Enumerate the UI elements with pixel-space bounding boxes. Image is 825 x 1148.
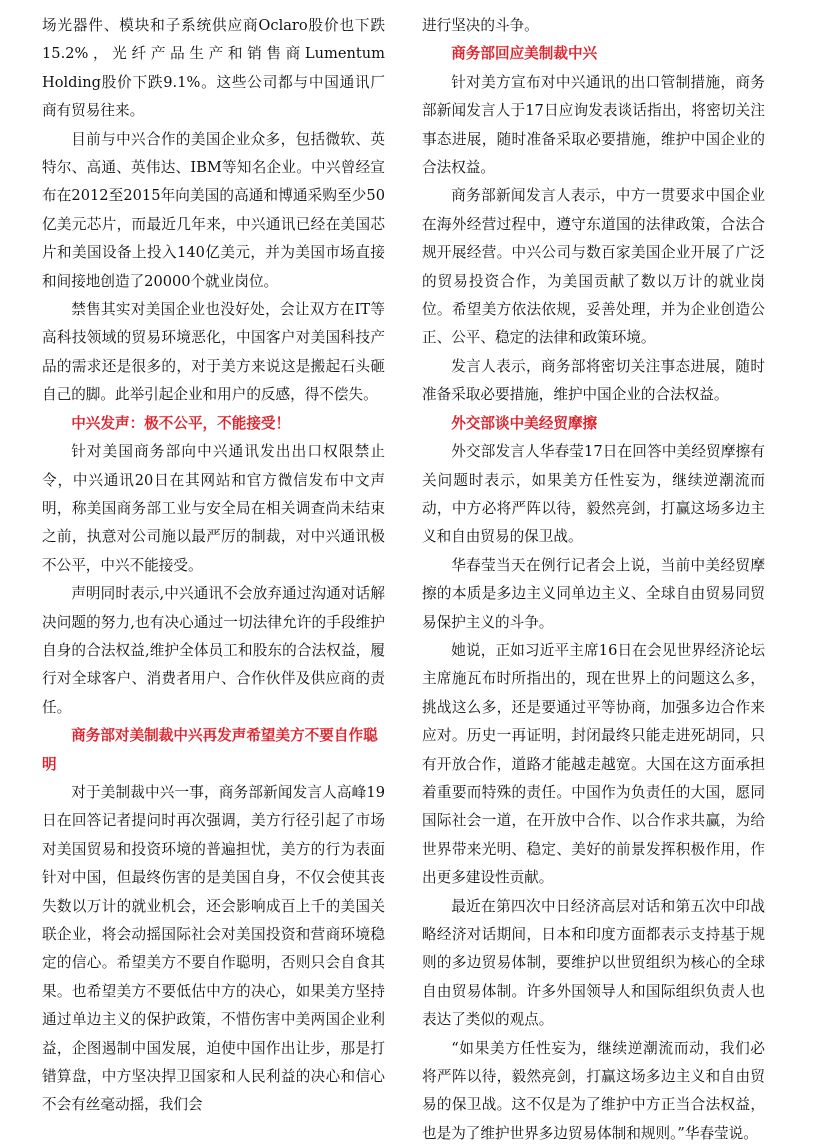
paragraph: 发言人表示，商务部将密切关注事态进展，随时准备采取必要措施，维护中国企业的合法权益。	[422, 357, 765, 404]
paragraph: 对于美制裁中兴一事，商务部新闻发言人高峰19日在回答记者提问时再次强调，美方行径引起了市场对美国贸易和投资环境的普遍担忧，美方的行为表面针对中国，但最终伤害的是美国自身，不仅会使其丧失数以万计的就业机会，还会影响成百上千的美国关联企业，将会动摇国际社会对美国投资和营商环境稳定的信心。希望美方不要自作聪明，否则只会自食其果。也希望美方不要低估中方的决心，如果美方坚持通过单边主义的保护政策，不惜伤害中美两国企业利益，企图遏制中国发展，迫使中国作出让步，那是打错算盘，中方坚决捍卫国家和人民利益的决心和信心不会有丝毫动摇，我们会	[42, 783, 385, 1114]
paragraph: 最近在第四次中日经济高层对话和第五次中印战略经济对话期间，日本和印度方面都表示支持基于规则的多边贸易体制，要维护以世贸组织为核心的全球自由贸易体制。许多外国领导人和国际组织负责人也表达了类似的观点。	[422, 897, 765, 1029]
paragraph: “如果美方任性妄为，继续逆潮流而动，我们必将严阵以待，毅然亮剑，打赢这场多边主义和自由贸易的保卫战。这不仅是为了维护中方正当合法权益，也是为了维护世界多边贸易体制和规则。”华春莹说。	[422, 1039, 765, 1142]
paragraph: 针对美方宣布对中兴通讯的出口管制措施，商务部新闻发言人于17日应询发表谈话指出，将密切关注事态进展，随时准备采取必要措施，维护中国企业的合法权益。	[422, 73, 765, 177]
section-heading: 商务部回应美制裁中兴	[451, 45, 598, 63]
paragraph: 场光器件、模块和子系统供应商Oclaro股价也下跌15.2%，光纤产品生产和销售商Lumentum Holding股价下跌9.1%。这些公司都与中国通讯厂商有贸易往来。	[42, 17, 385, 120]
paragraph: 商务部新闻发言人表示，中方一贯要求中国企业在海外经营过程中，遵守东道国的法律政策，合法合规开展经营。中兴公司与数百家美国企业开展了广泛的贸易投资合作，为美国贡献了数以万计的就业岗位。希望美方依法依规，妥善处理，并为企业创造公正、公平、稳定的法律和政策环境。	[422, 187, 765, 347]
section-heading: 外交部谈中美经贸摩擦	[451, 414, 598, 432]
paragraph: 进行坚决的斗争。	[422, 17, 539, 34]
right-column	[422, 12, 765, 1148]
section-heading: 商务部对美制裁中兴再发声希望美方不要自作聪明	[42, 727, 378, 773]
paragraph: 禁售其实对美国企业也没好处，会让双方在IT等高科技领域的贸易环境恶化，中国客户对美国科技产品的需求还是很多的，对于美方来说这是搬起石头砸自己的脚。此举引起企业和用户的反感，得不偿失。	[42, 301, 385, 404]
paragraph: 目前与中兴合作的美国企业众多，包括微软、英特尔、高通、英伟达、IBM等知名企业。中兴曾经宣布在2012至2015年向美国的高通和博通采购至少50亿美元芯片，而最近几年来，中兴通讯已经在美国芯片和美国设备上投入140亿美元，并为美国市场直接和间接地创造了20000个就业岗位。	[42, 130, 385, 290]
left-column	[42, 12, 385, 1120]
paragraph: 声明同时表示,中兴通讯不会放弃通过沟通对话解决问题的努力,也有决心通过一切法律允许的手段维护自身的合法权益,维护全体员工和股东的合法权益，履行对全球客户、消费者用户、合作伙伴及供应商的责任。	[42, 585, 385, 716]
paragraph: 外交部发言人华春莹17日在回答中美经贸摩擦有关问题时表示，如果美方任性妄为，继续逆潮流而动，中方必将严阵以待，毅然亮剑，打赢这场多边主义和自由贸易的保卫战。	[422, 443, 765, 546]
paragraph: 华春莹当天在例行记者会上说，当前中美经贸摩擦的本质是多边主义同单边主义、全球自由贸易同贸易保护主义的斗争。	[422, 556, 765, 631]
paragraph: 她说，正如习近平主席16日在会见世界经济论坛主席施瓦布时所指出的，现在世界上的问题这么多，挑战这么多，还是要通过平等协商，加强多边合作来应对。历史一再证明，封闭最终只能走进死胡同，只有开放合作，道路才能越走越宽。大国在这方面承担着重要而特殊的责任。中国作为负责任的大国，愿同国际社会一道，在开放中合作、以合作求共赢，为给世界带来光明、稳定、美好的前景发挥积极作用，作出更多建设性贡献。	[422, 641, 765, 887]
paragraph: 针对美国商务部向中兴通讯发出出口权限禁止令，中兴通讯20日在其网站和官方微信发布中文声明，称美国商务部工业与安全局在相关调查尚未结束之前，执意对公司施以最严厉的制裁，对中兴通讯极不公平，中兴不能接受。	[42, 443, 385, 574]
section-heading: 中兴发声：极不公平，不能接受！	[71, 414, 291, 432]
